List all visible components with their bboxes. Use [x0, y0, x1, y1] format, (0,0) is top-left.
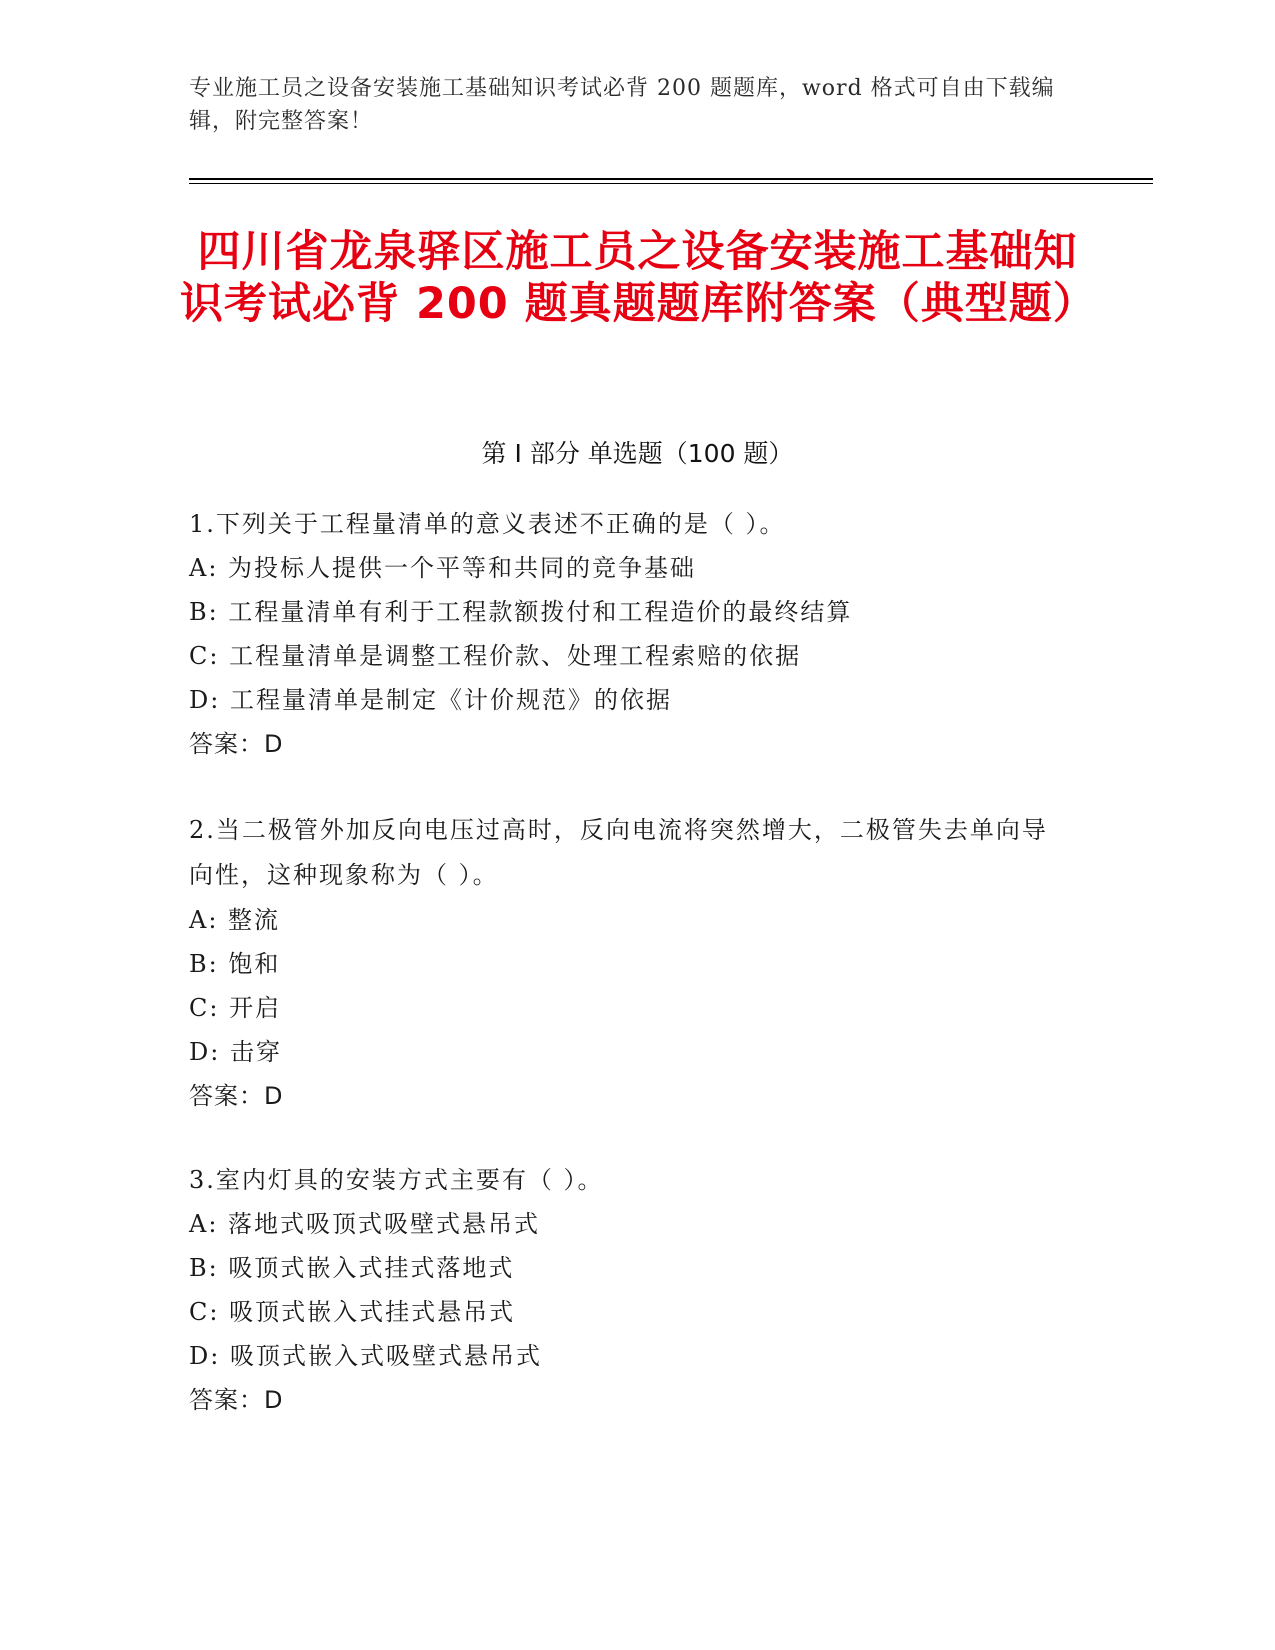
question-2-option-c: C: 开启 — [189, 994, 282, 1022]
section-title: 第 I 部分 单选题（100 题） — [481, 439, 794, 468]
question-2-option-d: D: 击穿 — [189, 1038, 282, 1066]
question-3-option-b: B: 吸顶式嵌入式挂式落地式 — [189, 1254, 515, 1282]
question-3-answer: 答案：D — [189, 1386, 284, 1414]
question-1-option-c: C: 工程量清单是调整工程价款、处理工程索赔的依据 — [189, 642, 802, 670]
question-1-text: 1.下列关于工程量清单的意义表述不正确的是（ ）。 — [189, 510, 786, 538]
question-2-answer: 答案：D — [189, 1082, 284, 1110]
question-3-option-d: D: 吸顶式嵌入式吸壁式悬吊式 — [189, 1342, 542, 1370]
header-rule-thick — [189, 178, 1153, 180]
question-1-answer: 答案：D — [189, 730, 284, 758]
question-2-option-a: A: 整流 — [189, 906, 281, 934]
question-2-text: 2.当二极管外加反向电压过高时，反向电流将突然增大，二极管失去单向导向性，这种现象称为（ ）。 — [189, 816, 1048, 889]
question-3-option-c: C: 吸顶式嵌入式挂式悬吊式 — [189, 1298, 516, 1326]
question-2-option-b: B: 饱和 — [189, 950, 281, 978]
header-rule-thin — [189, 183, 1153, 184]
document-title: 四川省龙泉驿区施工员之设备安装施工基础知识考试必背 200 题真题题库附答案（典型题） — [180, 227, 1097, 329]
question-1-option-a: A: 为投标人提供一个平等和共同的竞争基础 — [189, 554, 697, 582]
header-note: 专业施工员之设备安装施工基础知识考试必背 200 题题库，word 格式可自由下载编辑，附完整答案！ — [189, 76, 1055, 134]
question-3-text: 3.室内灯具的安装方式主要有（ ）。 — [189, 1166, 604, 1194]
question-1-option-b: B: 工程量清单有利于工程款额拨付和工程造价的最终结算 — [189, 598, 853, 626]
question-1-option-d: D: 工程量清单是制定《计价规范》的依据 — [189, 686, 672, 714]
question-3-option-a: A: 落地式吸顶式吸壁式悬吊式 — [189, 1210, 541, 1238]
